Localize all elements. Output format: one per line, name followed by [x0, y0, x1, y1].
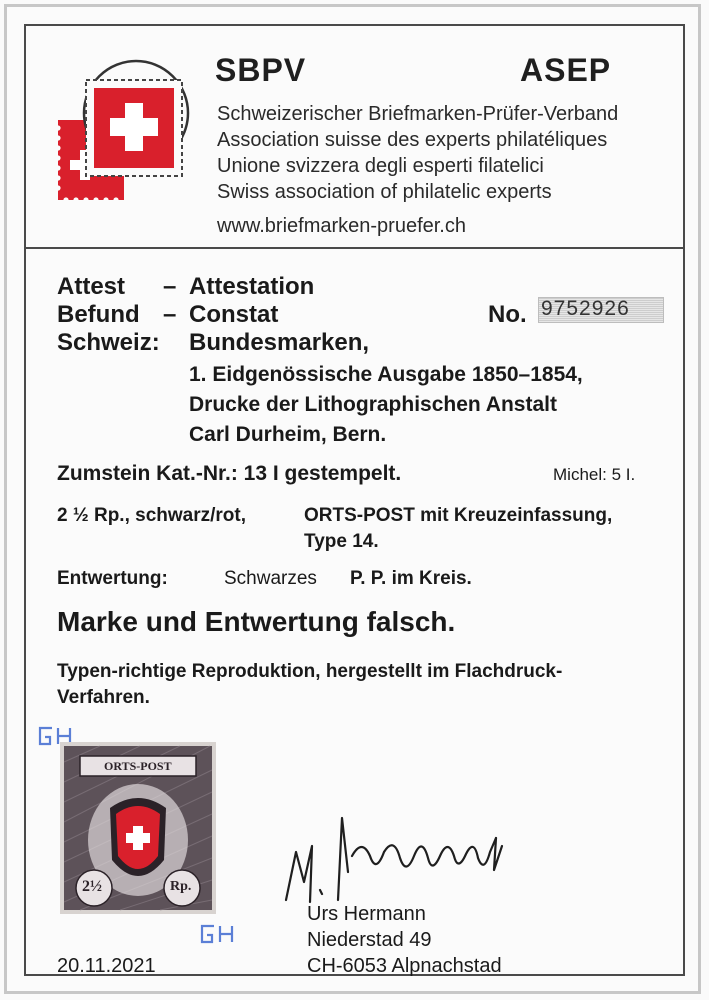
stamp-image [60, 742, 216, 914]
expert-city: CH-6053 Alpnachstad [307, 955, 502, 977]
stamp-description: ORTS-POST mit Kreuzeinfassung, [304, 505, 613, 526]
stamp-value: 2 ½ Rp., schwarz/rot, [57, 505, 246, 526]
issue-line-2: Drucke der Lithographischen Anstalt [189, 393, 557, 416]
org-name-en: Swiss association of philatelic experts [217, 181, 552, 203]
note-line-1: Typen-richtige Reproduktion, hergestellt im Flachdruck- [57, 661, 563, 682]
cancel-value-2: P. P. im Kreis. [350, 568, 472, 589]
signature-icon [276, 812, 526, 908]
stamp-type: Type 14. [304, 531, 379, 552]
stamp-value-text: 2½ [82, 878, 102, 895]
issue-title: Bundesmarken, [189, 329, 370, 356]
cert-number: 9752926 [541, 297, 630, 320]
verdict: Marke und Entwertung falsch. [57, 606, 456, 637]
cert-number-label: No. [488, 301, 527, 328]
swiss-cross-logo-icon [56, 58, 196, 208]
website-link[interactable]: www.briefmarken-pruefer.ch [217, 215, 466, 237]
catalog-number: Zumstein Kat.-Nr.: 13 I gestempelt. [57, 462, 402, 485]
issue-line-1: 1. Eidgenössische Ausgabe 1850–1854, [189, 363, 583, 386]
certificate-date: 20.11.2021 [57, 955, 156, 977]
label-attest: Attest [57, 273, 126, 300]
expert-name: Urs Hermann [307, 903, 426, 925]
cancel-value-1: Schwarzes [224, 568, 317, 589]
note-line-2: Verfahren. [57, 687, 150, 708]
issue-line-3: Carl Durheim, Bern. [189, 423, 387, 446]
org-abbr-right: ASEP [520, 52, 612, 88]
michel-number: Michel: 5 I. [553, 465, 636, 484]
dash-1: – [163, 273, 177, 300]
stamp-rp-text: Rp. [170, 879, 192, 894]
country-label: Schweiz: [57, 329, 160, 356]
org-abbr-left: SBPV [215, 52, 307, 88]
org-name-it: Unione svizzera degli esperti filatelici [217, 155, 544, 177]
dash-2: – [163, 301, 177, 328]
cancel-label: Entwertung: [57, 568, 168, 589]
label-befund: Befund [57, 301, 140, 328]
expert-mark-icon [198, 922, 240, 948]
org-name-de: Schweizerischer Briefmarken-Prüfer-Verband [217, 103, 619, 125]
org-name-fr: Association suisse des experts philatéliques [217, 129, 608, 151]
label-constat: Constat [189, 301, 279, 328]
label-attestation: Attestation [189, 273, 315, 300]
stamp-top-text: ORTS-POST [104, 759, 172, 773]
header-divider [24, 247, 685, 249]
expert-street: Niederstad 49 [307, 929, 432, 951]
